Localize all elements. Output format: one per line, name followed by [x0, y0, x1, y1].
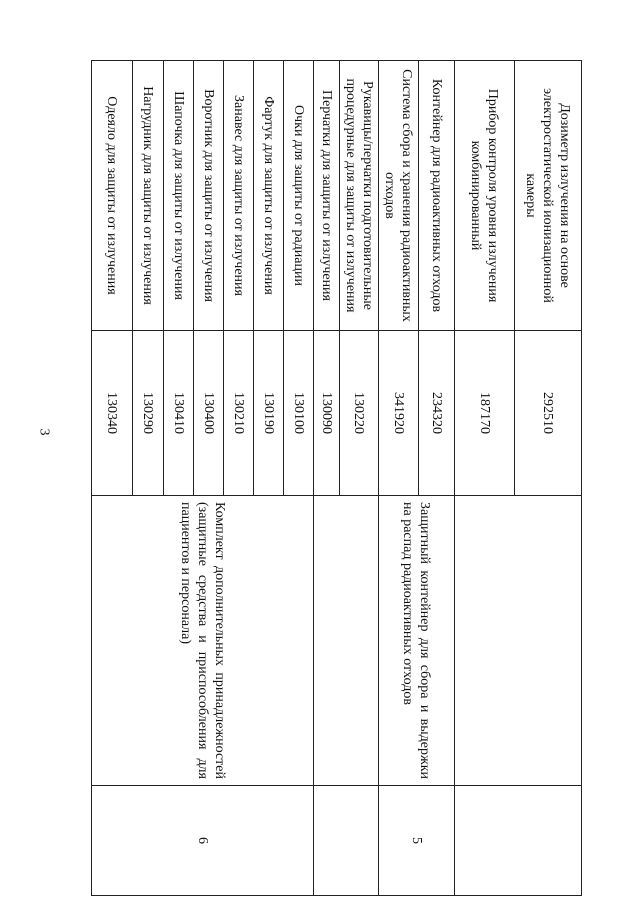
- empty-group-cell: [314, 496, 379, 786]
- equipment-table: [91, 60, 582, 896]
- table-row: [340, 61, 379, 896]
- item-code: 130090: [314, 331, 340, 496]
- empty-group-cell: [455, 496, 582, 786]
- item-code: 130210: [224, 331, 254, 496]
- item-code: 130190: [254, 331, 284, 496]
- item-name: Занавес для защиты от излучения: [224, 61, 254, 331]
- item-code: 130220: [340, 331, 379, 496]
- item-code: 130340: [92, 331, 133, 496]
- item-code: 130410: [164, 331, 194, 496]
- item-code: 130100: [284, 331, 314, 496]
- item-name: Воротник для защиты от излучения: [194, 61, 224, 331]
- group-5-number: 5: [379, 786, 455, 896]
- item-name: Рукавицы/перчатки подготовительные процедурные для защиты от излучения: [340, 61, 379, 331]
- item-code: 341920: [379, 331, 419, 496]
- item-name: Прибор контроля уровня излучения комбинированный: [455, 61, 515, 331]
- item-name: Нагрудник для защиты от излучения: [133, 61, 164, 331]
- empty-num-cell: [455, 786, 582, 896]
- group-6-number: 6: [92, 786, 314, 896]
- table-row: [284, 61, 314, 896]
- item-code: 187170: [455, 331, 515, 496]
- item-code: 130400: [194, 331, 224, 496]
- item-code: 234320: [419, 331, 455, 496]
- table-row: [515, 61, 582, 896]
- group-5-description: Защитный контейнер для сбора и выдержки на распад радиоактивных отходов: [379, 496, 455, 786]
- group-6-description: Комплект дополнительных принадлежностей (защитные средства и приспособления для пациентов и персонала): [92, 496, 314, 786]
- item-name: Фартук для защиты от излучения: [254, 61, 284, 331]
- page-number: 3: [36, 428, 52, 436]
- item-code: 130290: [133, 331, 164, 496]
- item-name: Дозиметр излучения на основе электростатической ионизационной камеры: [515, 61, 582, 331]
- item-code: 292510: [515, 331, 582, 496]
- item-name: Контейнер для радиоактивных отходов: [419, 61, 455, 331]
- item-name: Перчатки для защиты от излучения: [314, 61, 340, 331]
- empty-num-cell: [314, 786, 379, 896]
- rotated-table-wrapper: [62, 60, 582, 895]
- item-name: Система сбора и хранения радиоактивных отходов: [379, 61, 419, 331]
- table-row: [419, 61, 455, 896]
- item-name: Одеяло для защиты от излучения: [92, 61, 133, 331]
- item-name: Шапочка для защиты от излучения: [164, 61, 194, 331]
- item-name: Очки для защиты от радиации: [284, 61, 314, 331]
